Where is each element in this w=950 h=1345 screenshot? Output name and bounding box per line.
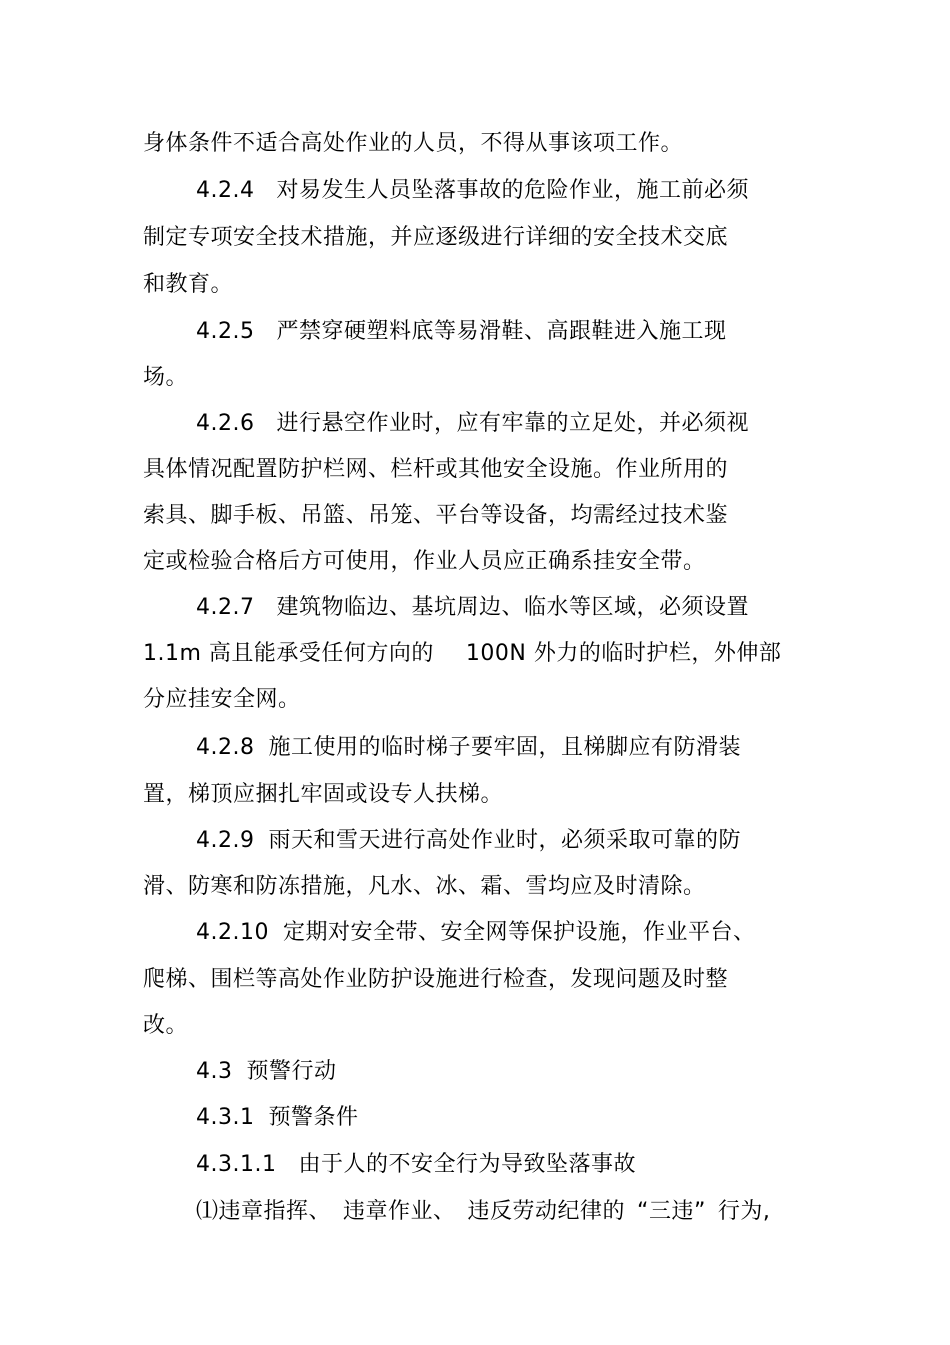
text-line: [143, 130, 683, 158]
section-4-3-1-1-heading: [196, 1151, 636, 1179]
clause-4-2-10: [196, 919, 756, 947]
section-number: 4.3.1: [196, 1105, 255, 1130]
line-text: 改。: [143, 1013, 189, 1038]
clause-text: 定期对安全带、安全网等保护设施，作业平台、: [282, 920, 756, 945]
text-line: [143, 364, 188, 392]
text-line: [143, 1012, 188, 1040]
list-item-1: [196, 1198, 770, 1226]
clause-text: 对易发生人员坠落事故的危险作业，施工前必须: [276, 178, 749, 203]
text-line: [143, 781, 503, 809]
clause-number: 4.2.8: [196, 735, 255, 760]
line-text: 索具、脚手板、吊篮、吊笼、平台等设备，均需经过技术鉴: [143, 503, 729, 528]
text-line: [143, 686, 301, 714]
clause-number: 4.2.5: [196, 319, 255, 344]
clause-4-2-8: [196, 734, 741, 762]
line-text: 爬梯、围栏等高处作业防护设施进行检查，发现问题及时整: [143, 967, 729, 992]
clause-4-2-7: [196, 594, 749, 622]
text-line: [143, 271, 233, 299]
clause-number: 4.2.7: [196, 595, 255, 620]
section-number: 4.3: [196, 1059, 233, 1084]
section-title: 预警条件: [268, 1105, 359, 1130]
list-text-part: 行为,: [717, 1199, 771, 1224]
clause-number: 4.2.6: [196, 411, 255, 436]
clause-text: 施工使用的临时梯子要牢固，且梯脚应有防滑装: [268, 735, 741, 760]
clause-number: 4.2.10: [196, 920, 269, 945]
clause-4-2-9: [196, 827, 741, 855]
line-text: 分应挂安全网。: [143, 687, 301, 712]
list-text-part: 违章作业、: [343, 1199, 456, 1224]
line-text: 置，梯顶应捆扎牢固或设专人扶梯。: [143, 782, 504, 807]
list-text-part: ⑴违章指挥、: [196, 1199, 332, 1224]
section-number: 4.3.1.1: [196, 1152, 277, 1177]
line-text-part: 1.1m 高且能承受任何方向的: [143, 641, 434, 666]
list-text-part: “三违”: [637, 1199, 706, 1224]
text-line: [143, 224, 728, 252]
clause-4-2-4: [196, 177, 749, 205]
line-text: 制定专项安全技术措施，并应逐级进行详细的安全技术交底: [143, 225, 729, 250]
clause-text: 进行悬空作业时，应有牢靠的立足处，并必须视: [276, 411, 749, 436]
text-line: [143, 873, 706, 901]
text-line: [143, 548, 706, 576]
line-text: 和教育。: [143, 272, 234, 297]
list-text-part: 违反劳动纪律的: [467, 1199, 626, 1224]
line-text: 身体条件不适合高处作业的人员，不得从事该项工作。: [143, 131, 684, 156]
section-4-3-heading: [196, 1058, 337, 1086]
clause-text: 建筑物临边、基坑周边、临水等区域，必须设置: [276, 595, 749, 620]
clause-number: 4.2.4: [196, 178, 255, 203]
section-title: 预警行动: [246, 1059, 337, 1084]
clause-4-2-6: [196, 410, 749, 438]
line-text: 定或检验合格后方可使用，作业人员应正确系挂安全带。: [143, 549, 706, 574]
section-title: 由于人的不安全行为导致坠落事故: [298, 1152, 636, 1177]
text-line: [143, 502, 728, 530]
line-text: 具体情况配置防护栏网、栏杆或其他安全设施。作业所用的: [143, 457, 729, 482]
line-text-part: 100N 外力的临时护栏，外伸部: [465, 641, 782, 666]
text-line: [143, 966, 728, 994]
text-line: [143, 456, 728, 484]
line-text: 场。: [143, 365, 189, 390]
clause-text: 雨天和雪天进行高处作业时，必须采取可靠的防: [268, 828, 741, 853]
clause-number: 4.2.9: [196, 828, 255, 853]
text-line: [143, 640, 781, 668]
line-text: 滑、防寒和防冻措施，凡水、冰、霜、雪均应及时清除。: [143, 874, 706, 899]
clause-4-2-5: [196, 318, 727, 346]
section-4-3-1-heading: [196, 1104, 359, 1132]
clause-text: 严禁穿硬塑料底等易滑鞋、高跟鞋进入施工现: [276, 319, 727, 344]
